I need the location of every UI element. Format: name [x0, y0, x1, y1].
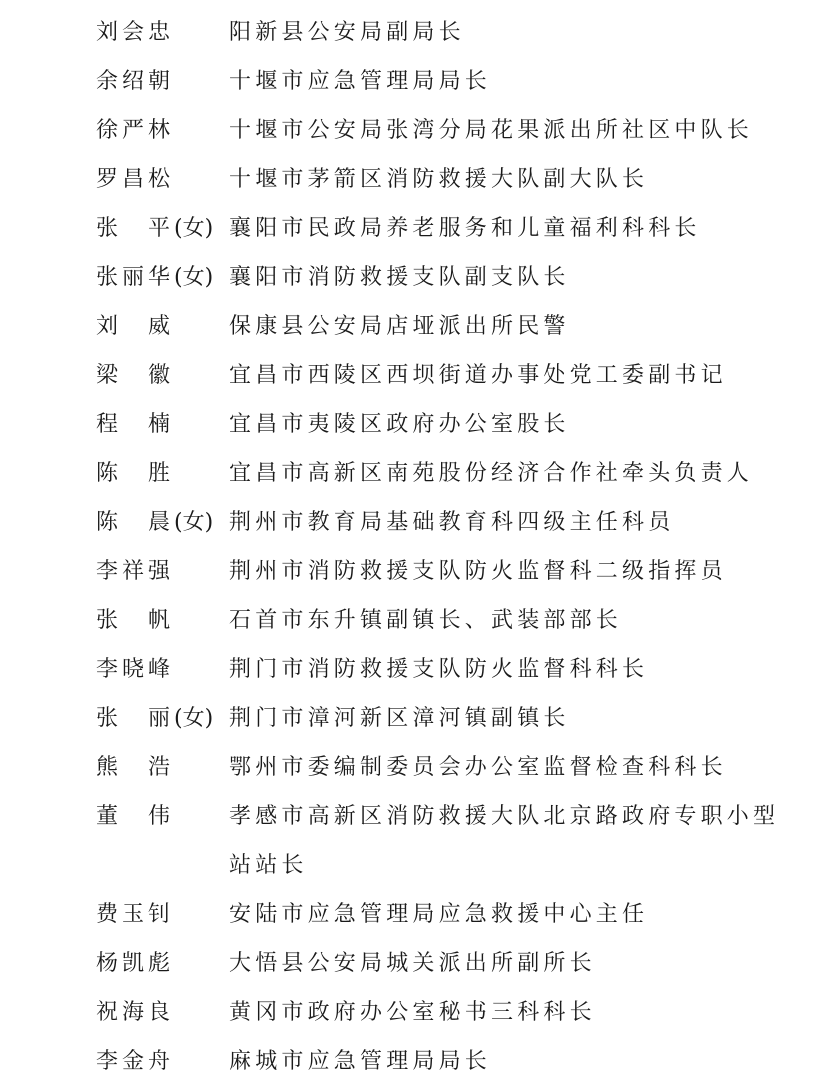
list-item	[0, 645, 839, 694]
list-item	[0, 106, 839, 155]
person-name: 张丽华(女)	[96, 265, 214, 290]
person-title: 麻城市应急管理局局长	[229, 1049, 492, 1074]
list-item	[0, 890, 839, 939]
person-name: 李晓峰	[96, 657, 175, 682]
list-item	[0, 743, 839, 792]
list-item	[0, 351, 839, 400]
person-title: 襄阳市民政局养老服务和儿童福利科科长	[229, 216, 701, 241]
list-item	[0, 1037, 839, 1086]
person-title: 安陆市应急管理局应急救援中心主任	[229, 902, 649, 927]
person-name: 董 伟	[96, 804, 175, 829]
list-item	[0, 155, 839, 204]
person-name: 刘会忠	[96, 20, 175, 45]
person-name: 张 帆	[96, 608, 175, 633]
person-name: 祝海良	[96, 1000, 175, 1025]
person-title: 十堰市茅箭区消防救援大队副大队长	[229, 167, 649, 192]
person-title: 荆州市教育局基础教育科四级主任科员	[229, 510, 675, 535]
list-item	[0, 449, 839, 498]
person-name: 罗昌松	[96, 167, 175, 192]
person-title: 黄冈市政府办公室秘书三科科长	[229, 1000, 596, 1025]
list-item	[0, 253, 839, 302]
person-title: 荆州市消防救援支队防火监督科二级指挥员	[229, 559, 727, 584]
list-item	[0, 596, 839, 645]
person-name: 李祥强	[96, 559, 175, 584]
gender-note: (女)	[174, 216, 214, 241]
person-title: 宜昌市夷陵区政府办公室股长	[229, 412, 570, 437]
person-title: 保康县公安局店垭派出所民警	[229, 314, 570, 339]
person-title: 宜昌市高新区南苑股份经济合作社牵头负责人	[229, 461, 754, 486]
person-name: 徐严林	[96, 118, 175, 143]
person-title: 石首市东升镇副镇长、武装部部长	[229, 608, 623, 633]
person-name: 张 丽(女)	[96, 706, 214, 731]
person-name: 梁 徽	[96, 363, 175, 388]
person-name: 程 楠	[96, 412, 175, 437]
person-title: 阳新县公安局副局长	[229, 20, 465, 45]
list-item	[0, 302, 839, 351]
list-item	[0, 939, 839, 988]
list-item	[0, 792, 839, 890]
person-title: 十堰市公安局张湾分局花果派出所社区中队长	[229, 118, 754, 143]
list-item	[0, 400, 839, 449]
gender-note: (女)	[174, 706, 214, 731]
person-title: 孝感市高新区消防救援大队北京路政府专职小型站站长	[229, 804, 780, 878]
list-item	[0, 204, 839, 253]
list-item	[0, 498, 839, 547]
list-item	[0, 8, 839, 57]
list-item	[0, 57, 839, 106]
person-name: 陈 晨(女)	[96, 510, 214, 535]
person-title: 鄂州市委编制委员会办公室监督检查科科长	[229, 755, 727, 780]
person-title: 十堰市应急管理局局长	[229, 69, 492, 94]
gender-note: (女)	[174, 510, 214, 535]
person-name: 李金舟	[96, 1049, 175, 1074]
person-name: 陈 胜	[96, 461, 175, 486]
person-name: 熊 浩	[96, 755, 175, 780]
person-name: 张 平(女)	[96, 216, 214, 241]
person-title: 宜昌市西陵区西坝街道办事处党工委副书记	[229, 363, 727, 388]
person-title: 襄阳市消防救援支队副支队长	[229, 265, 570, 290]
person-title: 大悟县公安局城关派出所副所长	[229, 951, 596, 976]
list-item	[0, 547, 839, 596]
person-name: 刘 威	[96, 314, 175, 339]
person-name: 费玉钊	[96, 902, 175, 927]
personnel-list	[0, 8, 839, 1086]
gender-note: (女)	[174, 265, 214, 290]
person-name: 杨凯彪	[96, 951, 175, 976]
list-item	[0, 988, 839, 1037]
person-name: 余绍朝	[96, 69, 175, 94]
list-item	[0, 694, 839, 743]
person-title: 荆门市漳河新区漳河镇副镇长	[229, 706, 570, 731]
person-title: 荆门市消防救援支队防火监督科科长	[229, 657, 649, 682]
